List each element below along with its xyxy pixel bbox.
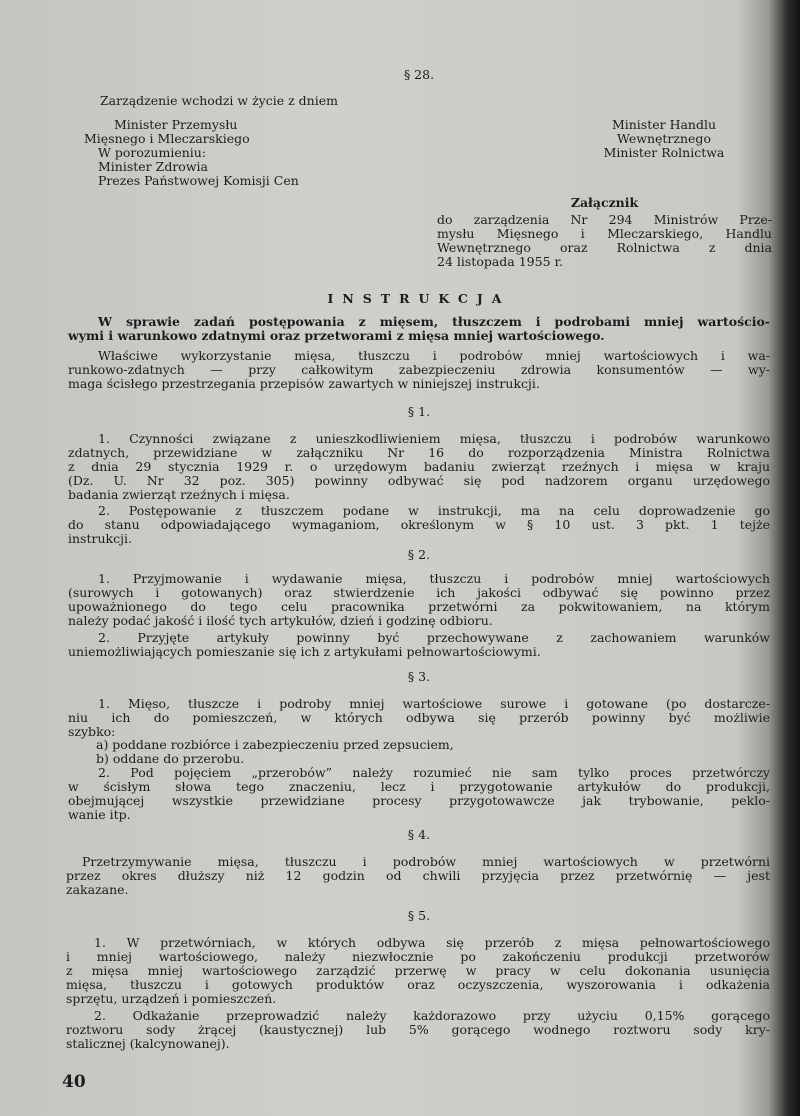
- body-line: 1. Mięso, tłuszcze i podroby mniej wartościowe surowe i gotowane (po dostarcze-: [98, 696, 770, 711]
- body-line: niu ich do pomieszczeń, w których odbywa się przerób powinny być możliwie: [68, 710, 770, 725]
- body-line: zakazane.: [66, 882, 129, 897]
- body-line: do stanu odpowiadającego wymaganiom, określonym w § 10 ust. 3 pkt. 1 tejże: [68, 517, 770, 532]
- body-line: 2. Postępowanie z tłuszczem podane w instrukcji, ma na celu doprowadzenie go: [98, 503, 770, 518]
- instruction-subtitle: W sprawie zadań postępowania z mięsem, tłuszczem i podrobami mniej wartościo-: [98, 314, 770, 329]
- signature-line: Minister Rolnictwa: [603, 145, 725, 160]
- body-line: obejmującej wszystkie przewidziane procesy przygotowawcze jak trybowanie, peklo-: [68, 793, 770, 808]
- body-line: (surowych i gotowanych) oraz stwierdzenie ich jakości odbywać się powinno przez: [68, 585, 770, 600]
- annex-line: 24 listopada 1955 r.: [437, 254, 564, 269]
- body-line: stalicznej (kalcynowanej).: [66, 1036, 230, 1051]
- body-line: upoważnionego do tego celu pracownika przetwórni za pokwitowaniem, na którym: [68, 599, 770, 614]
- intro-line: maga ścisłego przestrzegania przepisów zawartych w niniejszej instrukcji.: [68, 376, 540, 391]
- body-line: 2. Pod pojęciem „przerobów” należy rozumieć nie sam tylko proces przetwórczy: [98, 765, 770, 780]
- body-line: uniemożliwiających pomieszanie się ich z artykułami pełnowartościowymi.: [68, 644, 541, 659]
- page-number: 40: [62, 1072, 86, 1092]
- section-heading-1: § 1.: [407, 404, 431, 419]
- intro-line: runkowo-zdatnych — przy całkowitym zabezpieczeniu zdrowia konsumentów — wy-: [68, 362, 770, 377]
- body-line: szybko:: [68, 724, 116, 739]
- body-line: (Dz. U. Nr 32 poz. 305) powinny odbywać się pod nadzorem organu urzędowego: [68, 473, 770, 488]
- body-line: mięsa, tłuszczu i gotowych produktów oraz oczyszczenia, wyszorowania i odkażenia: [66, 977, 770, 992]
- body-line: z dnia 29 stycznia 1929 r. o urzędowym badaniu zwierząt rzeźnych i mięsa w kraju: [68, 459, 770, 474]
- intro-line: Właściwe wykorzystanie mięsa, tłuszczu i podrobów mniej wartościowych i wa-: [98, 348, 770, 363]
- signature-line: Wewnętrznego: [617, 131, 711, 146]
- signature-line: W porozumieniu:: [98, 145, 207, 160]
- body-line: 2. Odkażanie przeprowadzić należy każdorazowo przy użyciu 0,15% gorącego: [94, 1008, 770, 1023]
- body-line: Przetrzymywanie mięsa, tłuszczu i podrobów mniej wartościowych w przetwórni: [82, 854, 770, 869]
- effective-date-text: Zarządzenie wchodzi w życie z dniem: [100, 93, 338, 108]
- list-item: b) oddane do przerobu.: [96, 751, 245, 766]
- signature-line: Minister Zdrowia: [98, 159, 208, 174]
- body-line: badania zwierząt rzeźnych i mięsa.: [68, 487, 290, 502]
- list-item: a) poddane rozbiórce i zabezpieczeniu przed zepsuciem,: [96, 737, 454, 752]
- body-line: 1. Przyjmowanie i wydawanie mięsa, tłuszczu i podrobów mniej wartościowych: [98, 571, 770, 586]
- body-line: 1. W przetwórniach, w których odbywa się przerób z mięsa pełnowartościowego: [94, 935, 770, 950]
- body-line: sprzętu, urządzeń i pomieszczeń.: [66, 991, 277, 1006]
- section-heading-2: § 2.: [407, 547, 431, 562]
- body-line: 2. Przyjęte artykuły powinny być przechowywane z zachowaniem warunków: [98, 630, 770, 645]
- signature-line: Minister Handlu: [611, 117, 717, 132]
- instruction-title: INSTRUKCJA: [327, 291, 511, 306]
- annex-line: mysłu Mięsnego i Mleczarskiego, Handlu: [437, 226, 772, 241]
- body-line: i mniej wartościowego, należy niezwłocznie po zakończeniu produkcji przetworów: [66, 949, 770, 964]
- section-heading-28: § 28.: [403, 67, 435, 82]
- annex-line: Wewnętrznego oraz Rolnictwa z dnia: [437, 240, 772, 255]
- body-line: 1. Czynności związane z unieszkodliwieniem mięsa, tłuszczu i podrobów warunkowo: [98, 431, 770, 446]
- body-line: zdatnych, przewidziane w załączniku Nr 16 do rozporządzenia Ministra Rolnictwa: [68, 445, 770, 460]
- signature-line: Minister Przemysłu: [114, 117, 238, 132]
- annex-title: Załącznik: [570, 195, 639, 210]
- signature-line: Prezes Państwowej Komisji Cen: [98, 173, 299, 188]
- body-line: w ścisłym słowa tego znaczeniu, lecz i przygotowanie artykułów do produkcji,: [68, 779, 770, 794]
- annex-line: do zarządzenia Nr 294 Ministrów Prze-: [437, 212, 772, 227]
- body-line: z mięsa mniej wartościowego zarządzić przerwę w pracy w celu dokonania usunięcia: [66, 963, 770, 978]
- instruction-subtitle: wymi i warunkowo zdatnymi oraz przetworami z mięsa mniej wartościowego.: [68, 328, 605, 343]
- signature-line: Mięsnego i Mleczarskiego: [84, 131, 250, 146]
- section-heading-3: § 3.: [407, 669, 431, 684]
- body-line: instrukcji.: [68, 531, 132, 546]
- body-line: roztworu sody żrącej (kaustycznej) lub 5% gorącego wodnego roztworu sody kry-: [66, 1022, 770, 1037]
- section-heading-4: § 4.: [407, 827, 431, 842]
- body-line: należy podać jakość i ilość tych artykułów, dzień i godzinę odbioru.: [68, 613, 493, 628]
- body-line: przez okres dłuższy niż 12 godzin od chwili przyjęcia przez przetwórnię — jest: [66, 868, 770, 883]
- section-heading-5: § 5.: [407, 908, 431, 923]
- body-line: wanie itp.: [68, 807, 131, 822]
